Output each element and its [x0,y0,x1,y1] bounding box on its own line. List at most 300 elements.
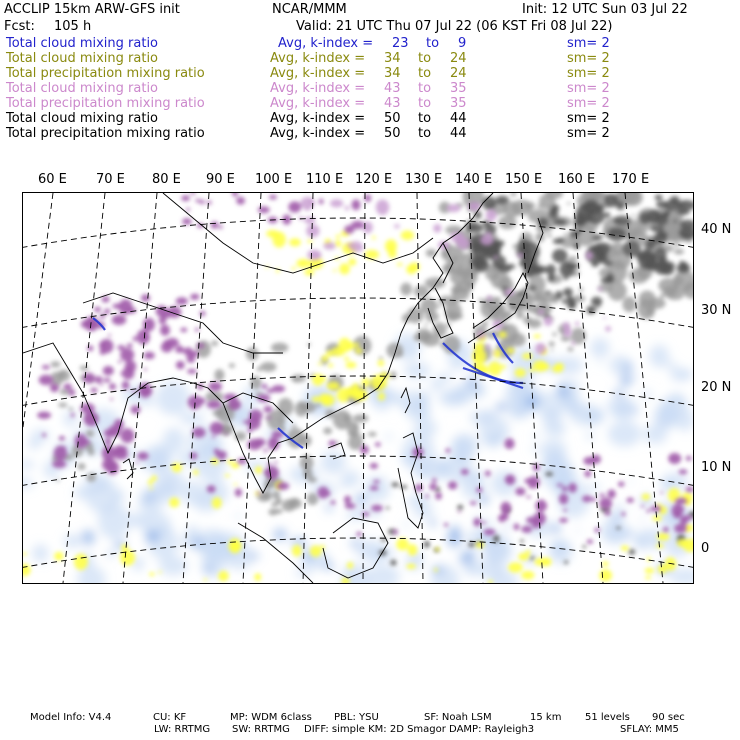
cloud-blob [492,430,504,441]
cloud-blob [289,238,301,246]
cloud-blob [505,523,510,529]
cloud-blob [344,357,349,361]
longitude-label: 140 E [455,172,493,187]
cloud-blob [401,230,414,240]
cloud-blob [532,434,540,438]
cloud-blob [83,373,95,384]
cloud-blob [112,491,125,502]
cloud-blob [511,306,515,310]
cloud-blob [386,507,390,510]
cloud-blob [323,242,335,250]
cloud-blob [680,261,684,263]
cloud-blob [180,412,204,424]
cloud-blob [103,366,114,376]
cloud-blob [645,576,651,580]
legend-k-to: 24 [450,66,467,81]
cloud-blob [187,369,197,374]
cloud-blob [459,553,473,564]
cloud-blob [176,361,185,370]
cloud-blob [640,518,643,522]
cloud-blob [195,328,199,332]
cloud-blob [422,333,430,340]
cloud-blob [477,559,504,579]
cloud-blob [330,199,343,207]
cloud-blob [69,389,76,396]
cloud-blob [292,545,302,557]
cloud-blob [261,384,267,389]
cloud-blob [304,269,314,275]
cloud-blob [486,232,492,236]
cloud-blob [481,409,497,419]
cloud-blob [433,224,441,233]
cloud-blob [501,502,512,514]
cloud-blob [582,495,592,502]
cloud-blob [571,341,575,345]
cloud-blob [148,479,153,485]
cloud-blob [200,200,205,204]
pbl-scheme: PBL: YSU [334,712,379,723]
cloud-blob [607,227,626,241]
cloud-blob [627,498,634,503]
cloud-blob [437,305,441,308]
init-time: Init: 12 UTC Sun 03 Jul 22 [522,2,688,17]
cloud-blob [498,514,505,522]
cloud-blob [501,365,506,369]
cloud-blob [567,296,574,302]
cloud-blob [457,238,470,250]
cloud-blob [514,523,520,530]
cloud-blob [473,259,489,273]
cloud-blob [567,202,571,204]
cloud-blob [493,535,500,543]
cloud-blob [674,285,678,289]
cloud-blob [517,253,524,257]
cloud-blob [414,418,437,438]
cloud-blob [549,539,572,564]
cloud-blob [207,485,216,493]
cloud-blob [629,549,636,555]
cloud-blob [518,291,524,296]
cloud-blob [533,292,542,302]
longitude-label: 80 E [152,172,181,187]
cloud-blob [585,409,605,425]
cloud-blob [520,539,524,542]
cloud-blob [42,433,46,437]
cloud-blob [333,269,336,272]
longitude-line [417,193,423,583]
cloud-blob [330,500,335,504]
cloud-blob [432,300,435,303]
cloud-blob [274,529,287,541]
cloud-blob [470,501,477,505]
cloud-blob [382,372,388,378]
cloud-blob [122,367,134,379]
cloud-blob [318,362,322,365]
cloud-blob [127,343,133,348]
cloud-blob [660,492,663,494]
microphysics-scheme: MP: WDM 6class [230,712,312,723]
cloud-blob [406,564,416,569]
shortwave-scheme: SW: RRTMG [232,724,290,735]
cloud-blob [505,264,515,269]
cloud-blob [196,199,200,202]
cloud-blob [277,482,290,490]
cloud-blob [622,297,636,313]
cloud-blob [207,401,221,409]
cloud-blob [499,332,507,338]
cloud-blob [278,398,294,416]
cloud-blob [410,415,415,419]
legend-field: Total cloud mixing ratio [6,36,159,51]
cloud-blob [160,325,170,336]
cloud-blob [666,362,677,369]
cloud-blob [447,204,461,212]
cloud-blob [306,224,319,237]
cumulus-scheme: CU: KF [153,712,187,723]
cloud-blob [81,530,95,545]
cloud-blob [442,251,445,254]
cloud-blob [295,474,298,476]
cloud-blob [325,504,333,511]
cloud-blob [353,383,359,390]
cloud-blob [684,515,693,520]
longitude-label: 150 E [505,172,543,187]
legend-k-to: 44 [450,126,467,141]
cloud-blob [631,214,635,216]
cloud-blob [54,446,67,461]
cloud-blob [528,286,537,290]
cloud-blob [112,315,127,325]
cloud-blob [247,429,252,433]
cloud-blob [266,416,272,419]
cloud-blob [663,527,669,532]
cloud-blob [120,348,134,361]
cloud-blob [616,201,625,210]
cloud-blob [411,402,417,409]
cloud-blob [457,505,463,510]
cloud-blob [318,487,329,499]
cloud-blob [528,275,545,295]
cloud-blob [396,538,409,550]
cloud-blob [31,429,49,442]
cloud-blob [344,496,351,504]
cloud-blob [533,360,547,371]
cloud-blob [498,240,505,246]
legend-to: to [418,111,432,126]
cloud-blob [133,336,137,341]
cloud-blob [679,469,688,474]
cloud-blob [370,486,379,491]
cloud-blob [621,512,625,516]
cloud-blob [424,541,430,548]
cloud-blob [394,224,400,228]
cloud-blob [432,478,436,483]
cloud-blob [563,509,567,512]
cloud-blob [120,550,135,566]
model-version: Model Info: V4.4 [30,712,112,723]
cloud-blob [54,552,63,561]
cloud-blob [59,438,64,441]
legend-avg-label: Avg, k-index = [270,81,366,96]
cloud-blob [71,413,75,418]
legend-field: Total cloud mixing ratio [6,51,159,66]
cloud-blob [605,212,610,218]
cloud-blob [371,505,383,512]
cloud-blob [229,363,235,368]
cloud-blob [301,262,304,266]
cloud-blob [327,382,340,390]
cloud-blob [126,308,136,314]
cloud-blob [583,545,587,548]
cloud-blob [525,294,532,300]
cloud-blob [677,539,689,547]
cloud-blob [529,368,534,372]
cloud-blob [333,410,352,430]
cloud-blob [321,451,346,475]
cloud-blob [551,523,561,534]
cloud-blob [516,311,524,319]
cloud-blob [663,290,677,297]
legend-smoothing: sm= 2 [567,96,610,111]
longitude-label: 70 E [96,172,125,187]
cloud-blob [449,526,461,537]
cloud-blob [549,210,559,219]
cloud-blob [587,539,593,544]
cloud-blob [644,248,647,251]
cloud-blob [345,206,350,211]
legend-smoothing: sm= 2 [567,66,610,81]
cloud-blob [486,209,497,221]
cloud-blob [288,499,302,509]
valid-time: Valid: 21 UTC Thu 07 Jul 22 (06 KST Fri 08 Jul 22) [296,19,613,34]
cloud-blob [102,296,110,302]
cloud-blob [203,579,207,581]
cloud-blob [214,369,224,381]
cloud-blob [476,542,485,548]
cloud-blob [579,287,583,292]
surface-layer-scheme: SFLAY: MM5 [620,724,679,735]
cloud-blob [169,497,179,507]
cloud-blob [608,281,627,301]
cloud-blob [622,532,628,535]
cloud-blob [353,414,369,422]
cloud-blob [511,193,517,197]
cloud-blob [472,349,486,365]
cloud-blob [573,244,581,249]
cloud-blob [528,476,539,488]
cloud-blob [417,393,431,404]
cloud-blob [518,553,529,561]
legend-avg-label: Avg, k-index = [270,51,366,66]
cloud-blob [225,474,230,477]
cloud-blob [88,448,95,456]
cloud-blob [105,438,112,445]
cloud-blob [598,360,603,365]
cloud-blob [99,342,105,349]
cloud-blob [42,365,50,369]
cloud-blob [360,445,369,454]
cloud-blob [413,334,421,341]
cloud-blob [555,363,564,369]
cloud-blob [368,432,377,437]
cloud-blob [414,285,429,297]
surface-scheme: SF: Noah LSM [424,712,492,723]
cloud-blob [594,528,599,533]
cloud-blob [152,475,157,481]
cloud-blob [144,352,155,360]
cloud-blob [312,396,323,402]
cloud-blob [444,523,448,527]
cloud-blob [147,444,172,474]
cloud-blob [476,470,479,472]
cloud-blob [308,477,317,483]
cloud-blob [559,494,568,505]
cloud-blob [452,313,464,319]
cloud-blob [311,560,314,564]
cloud-blob [624,363,633,373]
cloud-blob [235,488,242,496]
cloud-blob [544,316,553,326]
cloud-blob [210,422,223,435]
cloud-blob [131,522,135,524]
cloud-blob [94,307,101,312]
cloud-blob [564,561,568,564]
cloud-blob [535,343,546,354]
cloud-blob [586,432,595,440]
cloud-blob [682,233,689,239]
cloud-blob [613,390,624,398]
cloud-blob [615,516,624,523]
cloud-blob [599,498,612,509]
cloud-blob [307,250,321,261]
legend-k-from: 34 [384,51,401,66]
cloud-blob [604,260,613,267]
cloud-blob [586,306,595,314]
cloud-blob [641,505,645,507]
cloud-blob [370,463,378,469]
cloud-blob [508,562,523,572]
cloud-blob [348,258,356,266]
cloud-blob [326,350,333,356]
cloud-blob [78,463,86,470]
cloud-blob [473,518,481,527]
cloud-blob [452,433,479,457]
cloud-blob [498,216,516,230]
cloud-blob [260,362,276,372]
legend-k-from: 50 [384,111,401,126]
cloud-blob [267,389,275,393]
cloud-blob [347,562,353,569]
cloud-blob [199,398,205,404]
vertical-levels: 51 levels [585,712,630,723]
cloud-blob [642,494,650,501]
cloud-blob [86,430,95,437]
cloud-blob [158,571,161,573]
cloud-blob [258,206,270,213]
cloud-blob [52,460,66,468]
cloud-blob [345,503,356,509]
cloud-blob [645,568,655,574]
cloud-blob [661,212,670,219]
cloud-blob [509,333,525,347]
cloud-blob [599,494,605,498]
cloud-blob [50,383,59,392]
cloud-blob [681,369,692,380]
forecast-hour: 105 h [54,19,92,34]
cloud-blob [494,284,497,288]
legend-to: to [426,36,440,51]
cloud-blob [674,220,678,224]
cloud-blob [484,529,496,536]
cloud-blob [23,460,35,469]
cloud-blob [562,299,567,304]
cloud-blob [538,260,541,262]
cloud-blob [254,573,261,581]
cloud-blob [620,374,632,387]
cloud-blob [486,345,490,350]
cloud-blob [392,482,399,487]
cloud-blob [376,200,389,216]
cloud-blob [257,492,261,495]
cloud-blob [593,234,603,240]
cloud-blob [458,510,461,513]
cloud-blob [576,381,580,384]
cloud-blob [79,440,90,446]
cloud-blob [234,483,238,485]
cloud-blob [232,193,238,197]
cloud-blob [182,218,192,225]
cloud-blob [307,493,318,505]
cloud-blob [588,484,601,491]
cloud-blob [446,387,473,404]
cloud-blob [323,562,334,571]
cloud-blob [204,565,214,571]
cloud-blob [351,221,364,229]
cloud-blob [425,323,428,326]
cloud-blob [485,471,491,477]
map-panel [22,192,694,584]
cloud-blob [564,288,573,297]
cloud-blob [414,506,435,518]
cloud-blob [346,362,357,369]
cloud-blob [310,545,322,557]
cloud-blob [112,304,122,309]
cloud-blob [414,466,431,479]
cloud-blob [656,544,664,548]
cloud-blob [496,196,509,205]
cloud-blob [575,322,579,326]
cloud-blob [428,519,437,526]
cloud-blob [74,486,91,499]
cloud-blob [192,427,205,437]
cloud-blob [538,309,545,314]
cloud-blob [584,470,591,477]
cloud-blob [656,201,668,208]
cloud-blob [607,489,615,498]
cloud-blob [591,297,602,306]
cloud-blob [591,262,598,267]
cloud-blob [470,471,483,484]
cloud-blob [429,483,437,490]
cloud-blob [567,347,573,351]
cloud-blob [360,248,363,251]
cloud-blob [190,351,199,357]
cloud-blob [135,462,138,464]
cloud-blob [629,507,632,510]
cloud-blob [320,545,325,550]
cloud-blob [435,492,442,500]
legend-k-to: 9 [458,36,467,51]
